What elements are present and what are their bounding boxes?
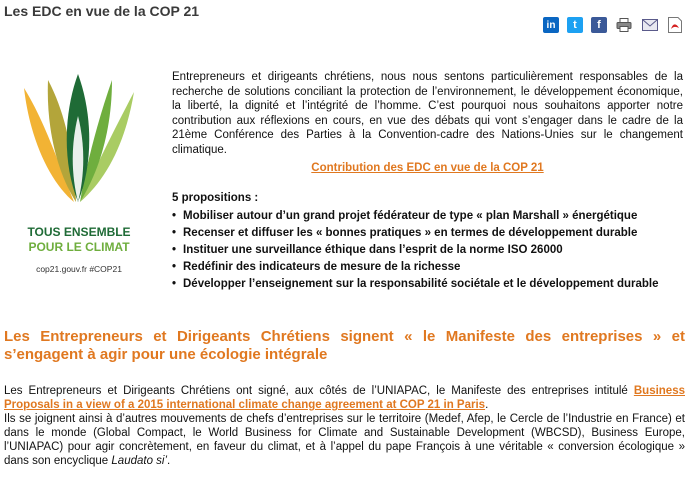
business-proposals-link[interactable]: Business Proposals in a view of a 2015 international climate change agreement at COP 21 in Paris [4,385,685,411]
contribution-link[interactable]: Contribution des EDC en vue de la COP 21 [311,162,544,174]
page-title: Les EDC en vue de la COP 21 [4,3,200,19]
logo-line2: POUR LE CLIMAT [28,240,130,254]
logo-footer: cop21.gouv.fr #COP21 [36,264,122,274]
proposition-item: • Recenser et diffuser les « bonnes pratiques » en termes de développement durable [172,225,687,242]
facebook-icon[interactable]: f [591,17,607,33]
encyclical-title: Laudato si’ [111,455,168,467]
paragraph-text: Ils se joignent ainsi à d’autres mouvements de chefs d’entreprises sur le territoire (Medef, Afep, le Cercle de l’Industrie en France) et dans le monde (Global Compact, le World Business for Climate and Sustainable Development (WBCSD), Business Europe, l’UNIAPAC) pour agir concrètement, en faveur du climat, et à l’appel du pape François à une véritable « conversion écologique » dans son encyclique [4,413,685,467]
share-toolbar [543,17,683,33]
logo-line1: TOUS ENSEMBLE [27,225,131,239]
propositions-heading: 5 propositions : [172,192,259,204]
propositions-list [172,208,687,293]
paragraph-text: . [485,399,489,411]
section-body [4,384,685,468]
intro-paragraph: Entrepreneurs et dirigeants chrétiens, nous nous sentons particulièrement responsables de la recherche de solutions conciliant la protection de l’environnement, le développement économique, la liberté, la dignité et l’intégrité de l’homme. C’est pourquoi nous souhaitons apporter notre contribution aux réflexions en cours, en vue des débats qui vont s’engager dans le cadre de la 21ème Conférence des Parties à la Convention-cadre des Nations-Unies sur le changement climatique. [172,71,683,156]
print-icon[interactable] [615,17,633,33]
twitter-icon[interactable]: t [567,17,583,33]
section-heading: Les Entrepreneurs et Dirigeants Chrétiens signent « le Manifeste des entreprises » et s’engagent à agir pour une écologie intégrale [4,328,685,363]
paragraph-text: Les Entrepreneurs et Dirigeants Chrétiens ont signé, aux côtés de l’UNIAPAC, le Manifeste des entreprises intitulé [4,385,634,397]
proposition-item: • Développer l’enseignement sur la responsabilité sociétale et le développement durable [172,276,687,293]
pdf-icon[interactable] [667,17,683,33]
proposition-item: • Instituer une surveillance éthique dans l’esprit de la norme ISO 26000 [172,242,687,259]
linkedin-icon[interactable]: in [543,17,559,33]
paragraph-text: . [167,455,171,467]
proposition-item: • Redéfinir des indicateurs de mesure de la richesse [172,259,687,276]
email-icon[interactable] [641,17,659,33]
cop21-logo [16,70,142,284]
proposition-item: • Mobiliser autour d’un grand projet fédérateur de type « plan Marshall » énergétique [172,208,687,225]
